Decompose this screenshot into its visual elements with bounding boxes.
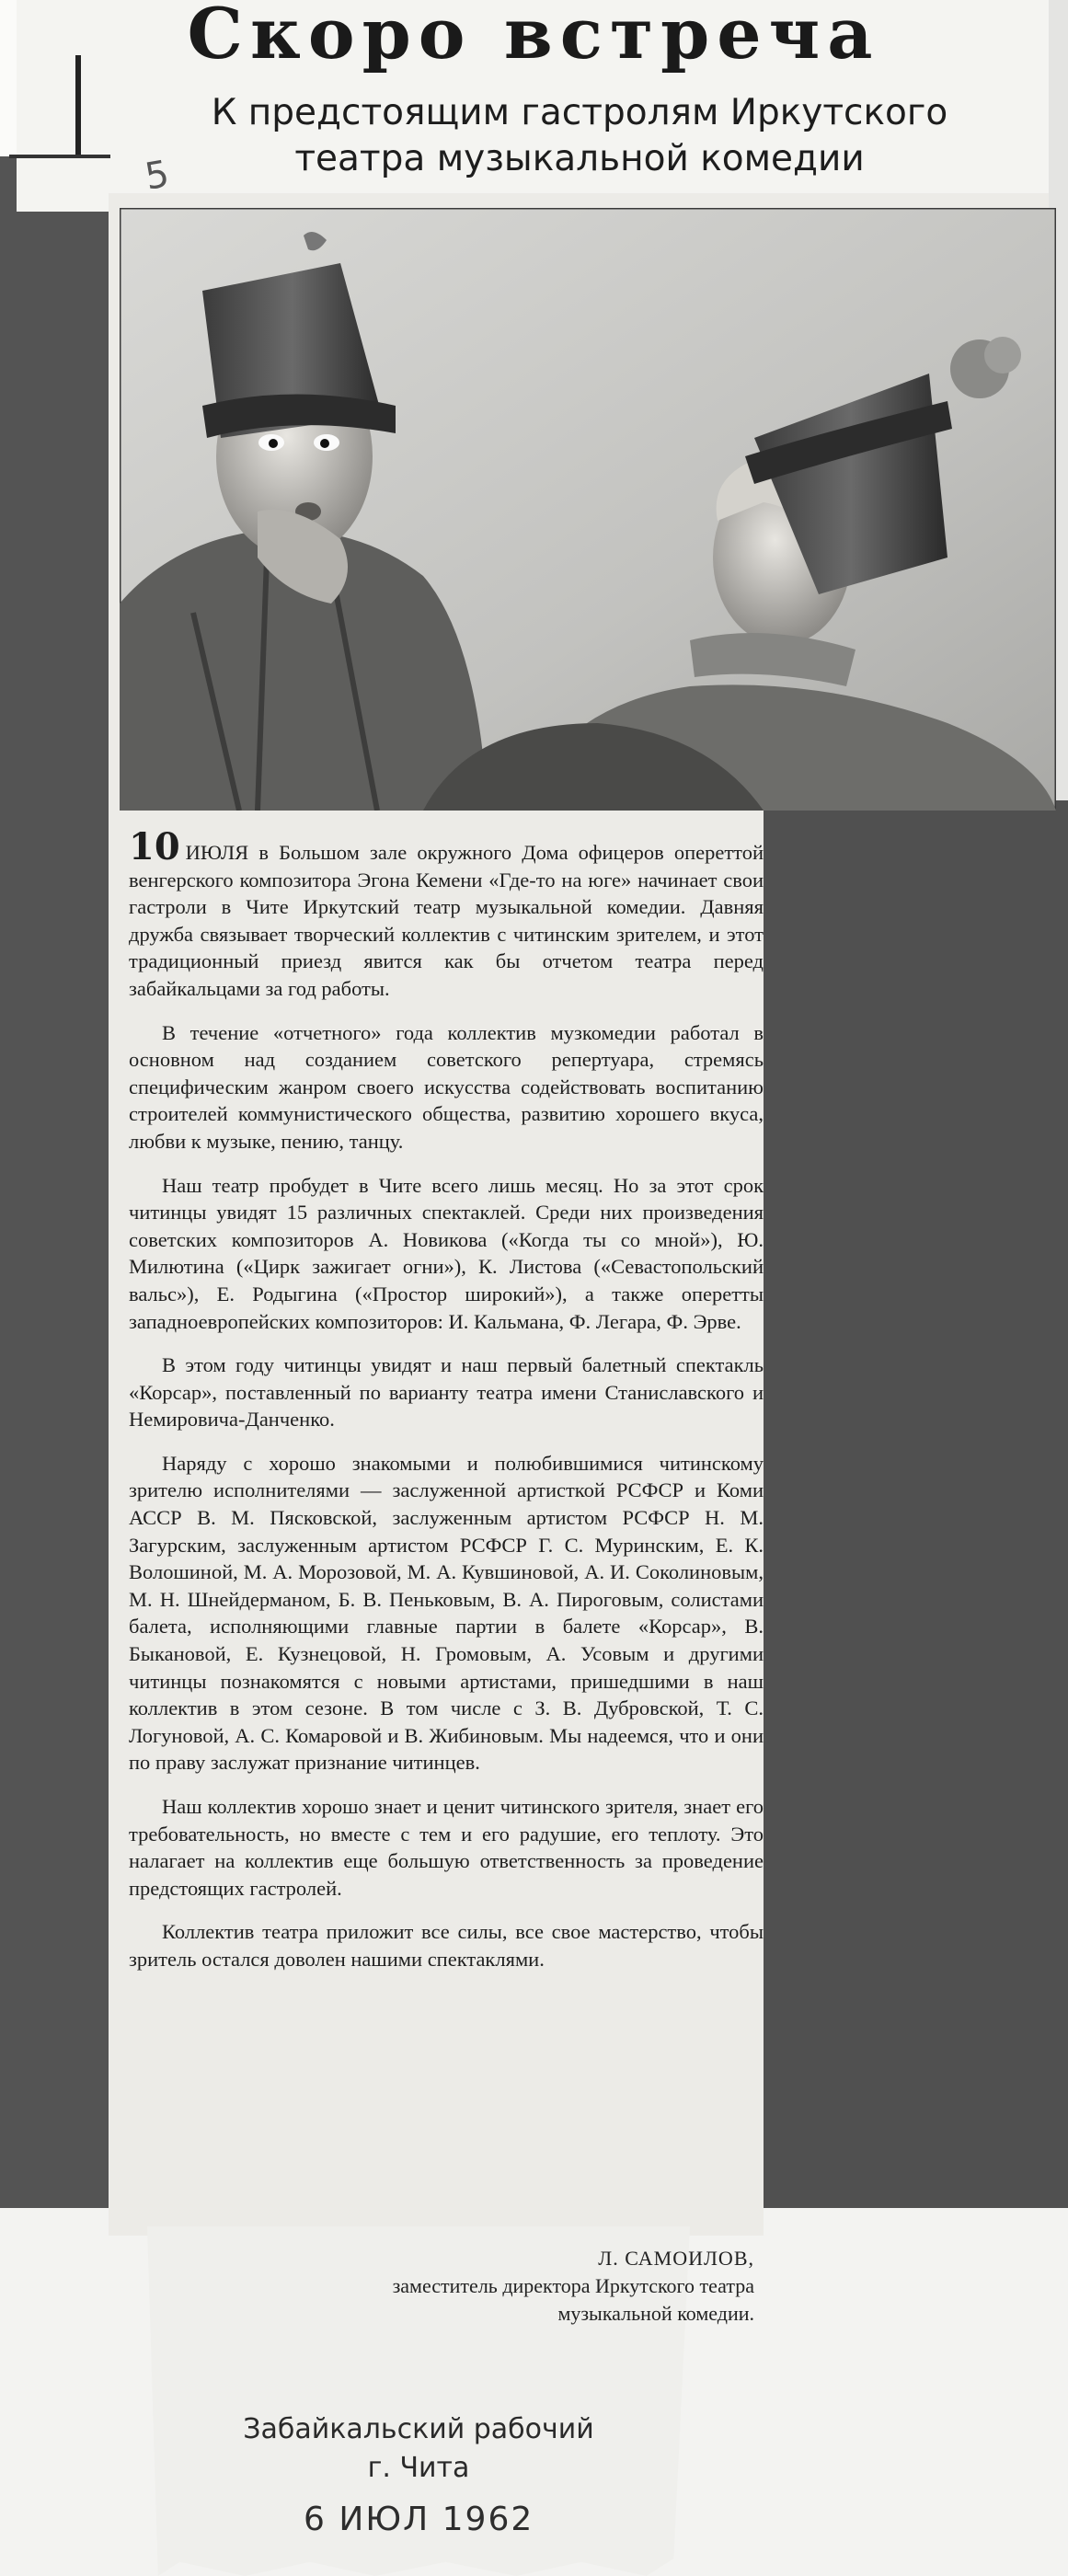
newspaper-city: г. Чита	[367, 2452, 470, 2484]
subheadline	[120, 90, 1039, 182]
article-paragraph: В течение «отчетного» года коллектив музкомедии работал в основном над созданием советского репертуара, стремясь специфическим жанром своего искусства содействовать воспитанию строителей коммунистического общества, развитию хорошего вкуса, любви к музыке, пению, танцу.	[129, 1020, 764, 1153]
headline: Скоро встреча	[187, 0, 880, 75]
theatre-actors-photo	[120, 208, 1056, 811]
pencil-note: 5	[142, 153, 173, 199]
album-page-left	[0, 156, 109, 2208]
article-paragraph: Наш коллектив хорошо знает и ценит читинского зрителя, знает его требовательность, но вместе с тем и его радушие, его теплоту. Это налагает на коллектив еще большую ответственность за проведение предстоящих гастролей.	[129, 1795, 764, 1900]
album-page-right	[764, 800, 1068, 2208]
article-paragraph: В этом году читинцы увидят и наш первый балетный спектакль «Корсар», поставленный по варианту театра имени Станиславского и Немировича-Данченко.	[129, 1353, 764, 1432]
subheadline-line-1: К предстоящим гастролям Иркутского	[211, 92, 948, 133]
author-name: Л. САМОИЛОВ,	[598, 2247, 754, 2270]
subheadline-line-2: театра музыкальной комедии	[294, 138, 865, 179]
date-stamp: 6 ИЮЛ 1962	[304, 2501, 534, 2538]
lead-date-number: 10	[129, 825, 180, 868]
author-position-line-1: заместитель директора Иркутского театра	[392, 2274, 754, 2297]
article-paragraph: Коллектив театра приложит все силы, все свое мастерство, чтобы зритель остался доволен нашими спектаклями.	[129, 1920, 764, 1971]
newspaper-name: Забайкальский рабочий	[243, 2413, 594, 2445]
article-paragraph: 10 ИЮЛЯ в Большом зале окружного Дома офицеров опереттой венгерского композитора Эгона Кемени «Где-то на юге» начинает свои гастроли в Чите Иркутский театр музыкальной комедии. Давняя дружба связывает творческий коллектив с читинским зрителем, и этот традиционный приезд явится как бы отчетом театра перед забайкальцами за год работы.	[129, 825, 764, 1000]
article-paragraph: Наш театр пробудет в Чите всего лишь месяц. Но за этот срок читинцы увидят 15 различных спектаклей. Среди них произведения советских композиторов А. Новикова («Когда ты со мной»), Ю. Милютина («Цирк зажигает огни»), К. Листова («Севастопольский вальс»), Е. Родыгина («Простор широкий»), а также оперетты западноевропейских композиторов: И. Кальмана, Ф. Легара, Ф. Эрве.	[129, 1173, 764, 1333]
article-body	[129, 825, 764, 1990]
author-position-line-2: музыкальной комедии.	[557, 2302, 754, 2325]
article-paragraph: Наряду с хорошо знакомыми и полюбившимися читинскому зрителю исполнителями — заслуженной артисткой РСФСР и Коми АССР В. М. Пясковской, заслуженным артистом РСФСР Н. М. Загурским, заслуженным артистом РСФСР Г. С. Муринским, Е. К. Волошиной, М. А. Морозовой, М. А. Кувшиновой, А. И. Соколиновым, М. Н. Шнейдерманом, Б. В. Пеньковым, В. А. Пироговым, солистами балета, исполняющими главные партии в балете «Корсар», В. Быкановой, Е. Кузнецовой, Н. Громовым, А. Усовым и другими читинцы познакомятся с новыми артистами, пришедшими в наш коллектив в этом сезоне. В том числе с З. В. Дубровской, Т. С. Логуновой, А. С. Комаровой и В. Жибиновым. Мы надеемся, что и они по праву заслужат признание читинцев.	[129, 1451, 764, 1775]
margin-ink-dash	[9, 155, 110, 158]
newspaper-source	[147, 2410, 690, 2488]
author-signature	[230, 2245, 754, 2328]
